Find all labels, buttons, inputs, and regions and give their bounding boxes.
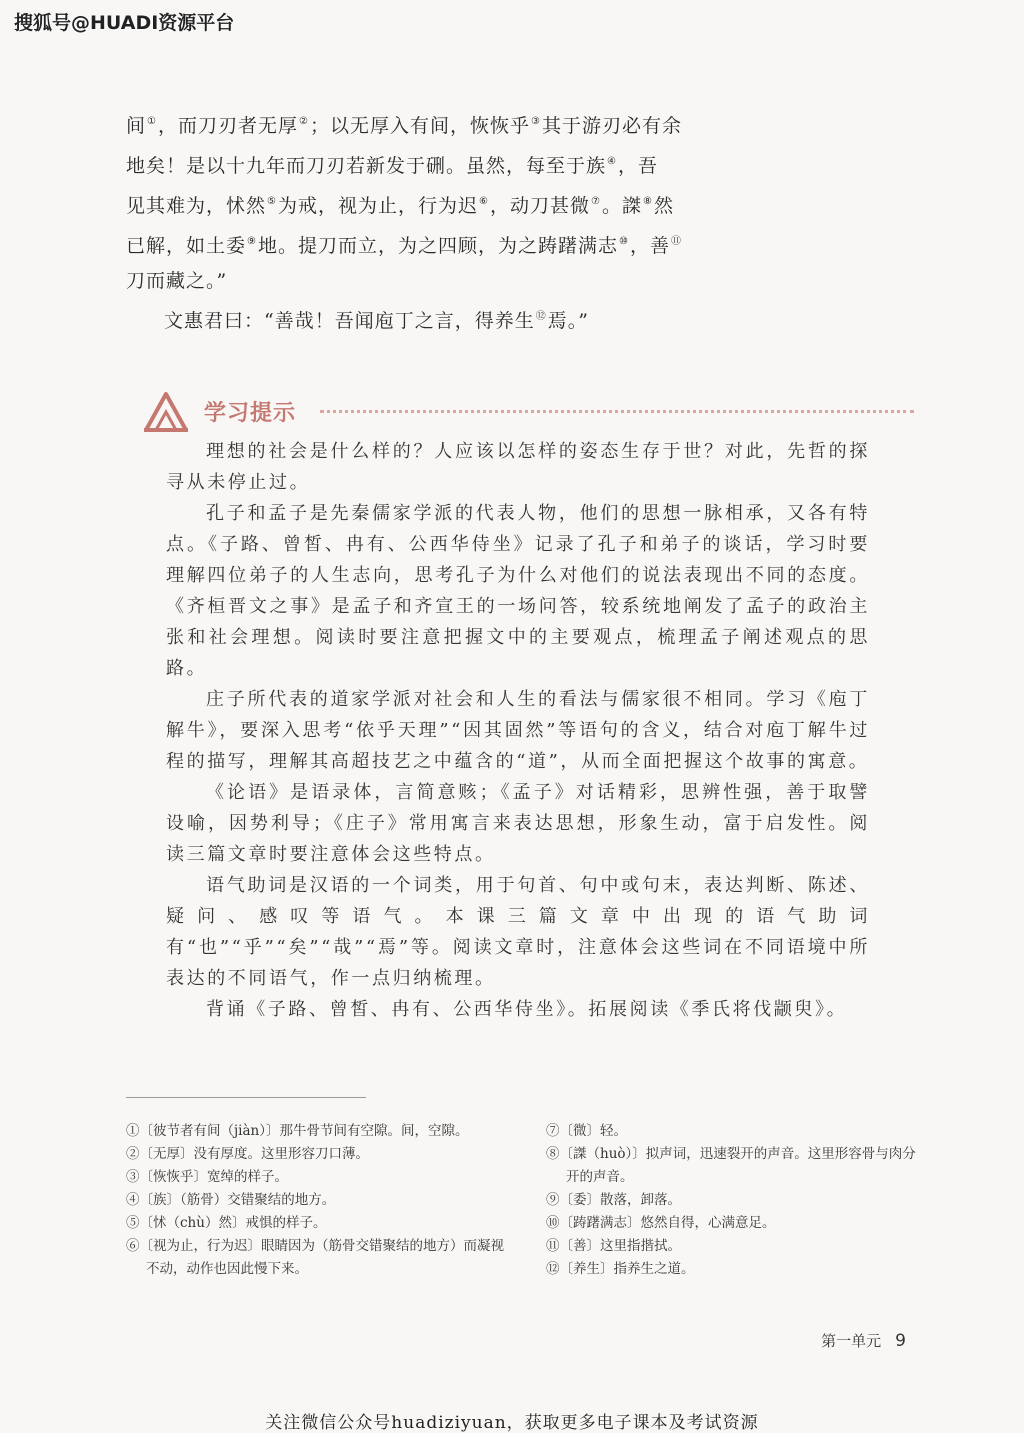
dotted-divider bbox=[320, 410, 914, 413]
text-line: 已解，如土委⑨地。提刀而立，为之四顾，为之踌躇满志⑩，善⑪ bbox=[126, 235, 682, 257]
footnote-divider bbox=[126, 1097, 366, 1098]
tip-paragraph: 庄子所代表的道家学派对社会和人生的看法与儒家很不相同。学习《庖丁解牛》，要深入思考“依乎天理”“因其固然”等语句的含义，结合对庖丁解牛过程的描写，理解其高超技艺之中蕴含的“道”，从而全面把握这个故事的寓意。 bbox=[166, 689, 870, 772]
watermark-text: 搜狐号@HUADI资源平台 bbox=[14, 12, 235, 34]
promo-banner: 关注微信公众号huadiziyuan，获取更多电子课本及考试资源 bbox=[265, 1413, 759, 1433]
mountain-logo-icon bbox=[142, 390, 190, 434]
study-tips-header bbox=[142, 388, 914, 438]
footnote: ③〔恢恢乎〕宽绰的样子。 bbox=[126, 1169, 288, 1185]
tip-paragraph: 语气助词是汉语的一个词类，用于句首、句中或句末，表达判断、陈述、疑问、感叹等语气。本课三篇文章中出现的语气助词有“也”“乎”“矣”“哉”“焉”等。阅读文章时，注意体会这些词在不同语境中所表达的不同语气，作一点归纳梳理。 bbox=[166, 875, 870, 989]
text-line: 见其难为，怵然⑤为戒，视为止，行为迟⑥，动刀甚微⑦。謋⑧然 bbox=[126, 195, 674, 217]
footnote: ⑫〔养生〕指养生之道。 bbox=[546, 1261, 695, 1277]
footnote: ⑥〔视为止，行为迟〕眼睛因为（筋骨交错聚结的地方）而凝视不动，动作也因此慢下来。 bbox=[126, 1238, 504, 1277]
text-line: 地矣！是以十九年而刀刃若新发于硎。虽然，每至于族④，吾 bbox=[126, 155, 658, 177]
footnote: ⑦〔微〕轻。 bbox=[546, 1123, 627, 1139]
footnotes-left bbox=[126, 1120, 506, 1281]
footnote: ⑪〔善〕这里指揩拭。 bbox=[546, 1238, 681, 1254]
page-number: 9 bbox=[895, 1331, 906, 1351]
study-tips-body bbox=[166, 436, 870, 1025]
footnote: ①〔彼节者有间（jiàn）〕那牛骨节间有空隙。间，空隙。 bbox=[126, 1123, 469, 1139]
study-tips-title: 学习提示 bbox=[204, 401, 297, 426]
footnote: ⑩〔踌躇满志〕悠然自得，心满意足。 bbox=[546, 1215, 776, 1231]
footnote: ⑨〔委〕散落，卸落。 bbox=[546, 1192, 681, 1208]
tip-paragraph: 《论语》是语录体，言简意赅；《孟子》对话精彩，思辨性强，善于取譬设喻，因势利导；《庄子》常用寓言来表达思想，形象生动，富于启发性。阅读三篇文章时要注意体会这些特点。 bbox=[166, 782, 870, 865]
unit-label: 第一单元 bbox=[821, 1332, 882, 1350]
tip-paragraph: 孔子和孟子是先秦儒家学派的代表人物，他们的思想一脉相承，又各有特点。《子路、曾皙、冉有、公西华侍坐》记录了孔子和弟子的谈话，学习时要理解四位弟子的人生志向，思考孔子为什么对他们的说法表现出不同的态度。《齐桓晋文之事》是孟子和齐宣王的一场问答，较系统地阐发了孟子的政治主张和社会理想。阅读时要注意把握文中的主要观点，梳理孟子阐述观点的思路。 bbox=[166, 503, 870, 679]
text-line: 文惠君曰：“善哉！吾闻庖丁之言，得养生⑫焉。” bbox=[164, 310, 589, 332]
footnote: ⑧〔謋（huò）〕拟声词，迅速裂开的声音。这里形容骨与肉分开的声音。 bbox=[546, 1146, 916, 1185]
classical-text bbox=[126, 104, 726, 339]
footnote: ④〔族〕（筋骨）交错聚结的地方。 bbox=[126, 1192, 336, 1208]
footnotes-right bbox=[546, 1120, 926, 1281]
text-line: 间①，而刀刃者无厚②；以无厚入有间，恢恢乎③其于游刃必有余 bbox=[126, 115, 682, 137]
footnote: ②〔无厚〕没有厚度。这里形容刀口薄。 bbox=[126, 1146, 369, 1162]
text-line: 刀而藏之。” bbox=[126, 270, 228, 292]
tip-paragraph: 理想的社会是什么样的？人应该以怎样的姿态生存于世？对此，先哲的探寻从未停止过。 bbox=[166, 441, 870, 493]
page-footer bbox=[821, 1330, 906, 1351]
tip-paragraph: 背诵《子路、曾皙、冉有、公西华侍坐》。拓展阅读《季氏将伐颛臾》。 bbox=[206, 999, 848, 1020]
footnote: ⑤〔怵（chù）然〕戒惧的样子。 bbox=[126, 1215, 327, 1231]
